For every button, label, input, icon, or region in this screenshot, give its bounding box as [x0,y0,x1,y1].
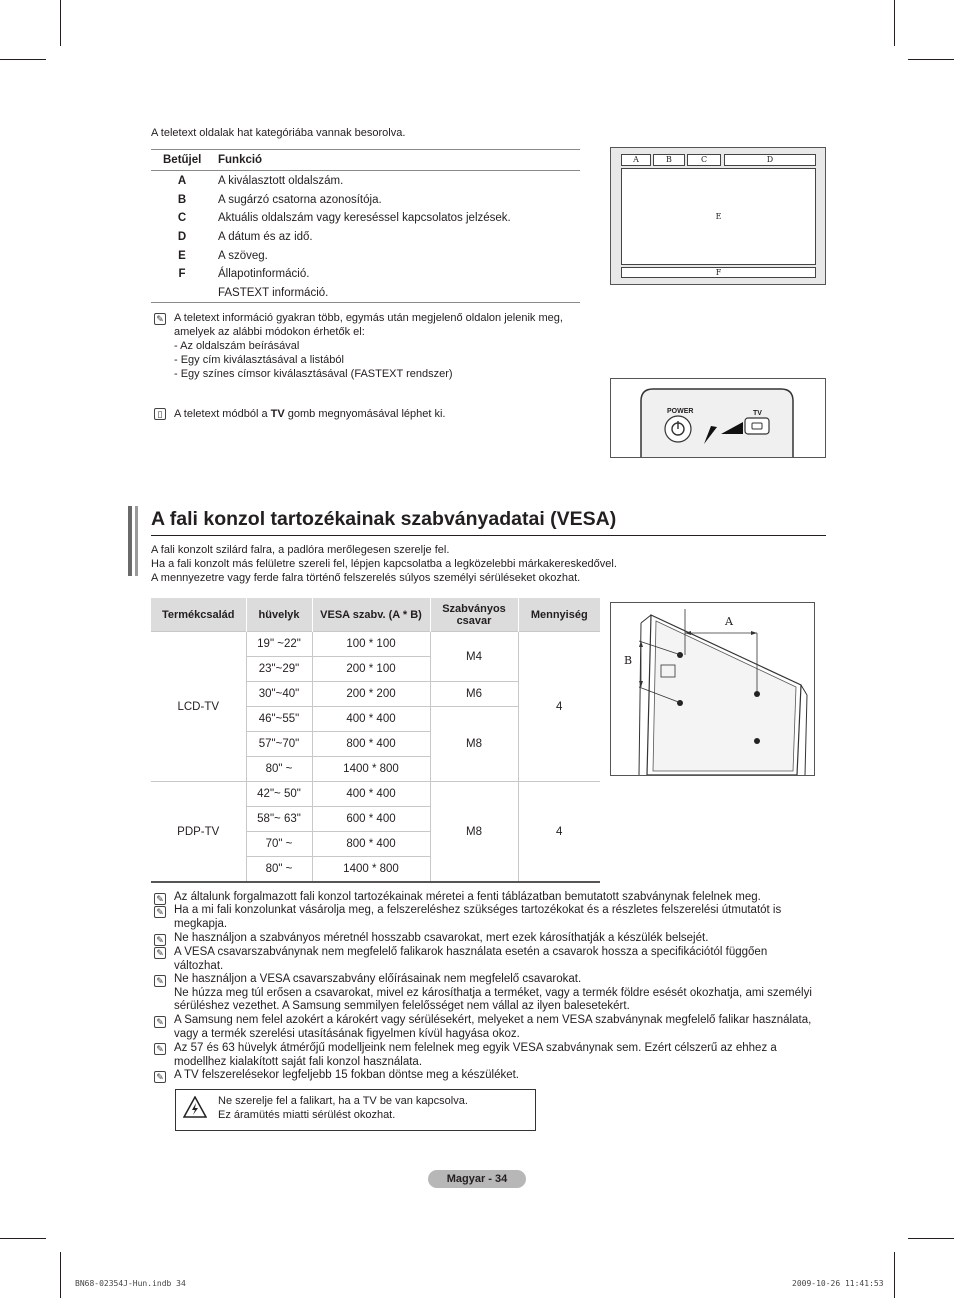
section-bar [135,506,138,576]
note-icon: ✎ [154,893,166,905]
intro-line: Ha a fali konzolt más felületre szereli fel, lépjen kapcsolatba a legközelebbi márkakereskedővel. [151,558,617,570]
note-icon: ✎ [154,975,166,987]
intro-line: A mennyezetre vagy ferde falra történő felszerelés súlyos személyi sérüléseket okozhat. [151,572,581,584]
header-screw: Szabványos csavar [430,598,518,632]
table-row [151,782,600,807]
note-line: modellhez kialakított saját fali konzol használata. [174,1055,423,1068]
table-row [151,632,600,657]
warning-line: Ne szerelje fel a falikart, ha a TV be van kapcsolva. [218,1095,468,1107]
inch-cell: 23"~29" [246,657,312,682]
field-e: E [621,168,816,265]
note-list-item: - Egy cím kiválasztásával a listából [174,354,344,366]
crop-mark [60,0,61,46]
table-row [151,172,580,190]
field-c: C [687,154,721,166]
dimension-a-label: A [725,615,733,628]
note-line: A Samsung nem felel azokért a károkért vagy sérülésekért, melyeket a nem VESA szabványnak megfelelő falikar használata, [174,1014,812,1026]
table-row [151,191,580,209]
note-item [174,973,834,1014]
table-row [151,284,580,302]
table-top-rule [151,149,580,150]
note-line: változhat. [174,959,224,972]
note-line: A TV felszerelésekor legfeljebb 15 fokban döntse meg a készüléket. [174,1069,519,1081]
note-line: Az általunk forgalmazott fali konzol tartozékainak méretei a fenti táblázatban bemutatott szabványnak felelnek meg. [174,891,761,903]
table-row [151,247,580,265]
row-letter: F [178,268,186,280]
note-line: amelyek az alábbi módokon érhetők el: [174,326,365,338]
teletext-screen-diagram [610,147,826,285]
print-date: 2009-10-26 11:41:53 [792,1279,884,1288]
power-label: POWER [667,408,694,415]
crop-mark [908,59,954,60]
section-intro [151,543,617,585]
row-letter: E [178,250,186,262]
vesa-cell: 400 * 400 [312,782,430,807]
exit-note-text: A teletext módból a [174,408,271,420]
field-b: B [653,154,685,166]
section-title-rule [151,535,826,536]
header-function: Funkció [218,154,263,166]
note-item [174,1069,834,1083]
dimension-b-label: B [624,654,633,667]
note-icon: ✎ [154,313,166,325]
section-bar [128,506,132,576]
field-d: D [724,154,816,166]
row-desc: Aktuális oldalszám vagy kereséssel kapcsolatos jelzések. [218,212,511,224]
row-letter: B [177,194,187,206]
vesa-cell: 1400 * 800 [312,857,430,883]
remote-diagram [610,378,826,458]
note-line: Ne használjon a szabványos méretnél hosszabb csavarokat, mert ezek károsíthatják a készülék belsejét. [174,932,709,944]
row-desc: A dátum és az idő. [218,231,313,243]
inch-cell: 19" ~22" [246,632,312,657]
crop-mark [60,1252,61,1298]
exit-note [174,407,446,421]
quantity-cell: 4 [518,632,600,782]
crop-mark [908,1238,954,1239]
note-icon: ✎ [154,906,166,918]
note-list-item: - Az oldalszám beírásával [174,340,300,352]
inch-cell: 46"~55" [246,707,312,732]
inch-cell: 70" ~ [246,832,312,857]
vesa-cell: 400 * 400 [312,707,430,732]
header-letter: Betűjel [163,154,202,166]
row-letter: D [177,231,187,243]
exit-note-text: gomb megnyomásával léphet ki. [284,408,446,420]
vesa-table [151,598,600,883]
screw-cell: M4 [430,632,518,682]
note-line: Az 57 és 63 hüvelyk átmérőjű modelljeink nem felelnek meg egyik VESA szabványnak sem. Ezért célszerű az ehhez a [174,1042,777,1054]
note-icon: ✎ [154,934,166,946]
tv-back-illustration [611,603,814,775]
note-icon: ✎ [154,1071,166,1083]
remote-illustration [611,379,825,457]
vesa-cell: 800 * 400 [312,832,430,857]
note-line: Ha a mi fali konzolunkat vásárolja meg, a felszereléshez szükséges tartozékokat és a részletes felszerelési útmutatót is [174,904,782,916]
family-cell: PDP-TV [151,782,246,883]
table-row [151,265,580,283]
note-item [174,1042,834,1069]
row-desc: FASTEXT információ. [218,287,329,299]
crop-mark [0,1238,46,1239]
note-icon: ✎ [154,947,166,959]
warning-text [218,1094,468,1122]
teletext-note [174,311,563,381]
quantity-cell: 4 [518,782,600,883]
warning-icon [183,1096,207,1118]
note-icon: ✎ [154,1016,166,1028]
note-line: sérüléshez vezethet. A Samsung semmilyen felelősséget nem vállal az ilyen balesetekért. [174,1000,630,1013]
tv-button-label: TV [270,408,285,420]
note-line: Ne húzza meg túl erősen a csavarokat, mivel ez károsíthatja a terméket, vagy a termék földre esését okozhatja, ami személyi [174,986,812,999]
note-item [174,946,834,973]
header-inch: hüvelyk [246,598,312,632]
button-note-icon: ▯ [154,408,166,420]
crop-mark [894,0,895,46]
inch-cell: 80" ~ [246,757,312,782]
header-family: Termékcsalád [151,598,246,632]
vesa-cell: 200 * 200 [312,682,430,707]
table-row [151,228,580,246]
vesa-cell: 100 * 100 [312,632,430,657]
section-title: A fali konzol tartozékainak szabványadatai (VESA) [151,508,617,530]
note-item [174,891,834,905]
screw-cell: M6 [430,682,518,707]
teletext-table-header [151,151,580,169]
vesa-cell: 800 * 400 [312,732,430,757]
note-line: vagy a termék szerelési utasításának figyelmen kívül hagyása okoz. [174,1027,520,1040]
note-line: megkapja. [174,917,228,930]
vesa-cell: 600 * 400 [312,807,430,832]
vesa-table-header [151,598,600,632]
note-item [174,932,834,946]
inch-cell: 58"~ 63" [246,807,312,832]
family-cell: LCD-TV [151,632,246,782]
crop-mark [894,1252,895,1298]
field-a: A [621,154,651,166]
row-desc: Állapotinformáció. [218,268,310,280]
note-item [174,1014,834,1041]
vesa-cell: 200 * 100 [312,657,430,682]
note-line: A teletext információ gyakran több, egymás után megjelenő oldalon jelenik meg, [174,312,563,324]
inch-cell: 80" ~ [246,857,312,883]
warning-line: Ez áramütés miatti sérülést okozhat. [218,1109,396,1121]
inch-cell: 30"~40" [246,682,312,707]
teletext-intro: A teletext oldalak hat kategóriába vannak besorolva. [151,127,406,139]
note-line: Ne használjon a VESA csavarszabvány előírásainak nem megfelelő csavarokat. [174,973,582,985]
tv-label: TV [753,410,762,417]
table-header-rule [151,170,580,171]
row-letter: C [177,212,187,224]
table-row [151,209,580,227]
intro-line: A fali konzolt szilárd falra, a padlóra merőlegesen szerelje fel. [151,544,450,556]
note-icon: ✎ [154,1043,166,1055]
vesa-cell: 1400 * 800 [312,757,430,782]
inch-cell: 57"~70" [246,732,312,757]
row-letter: A [177,175,187,187]
crop-mark [0,59,46,60]
header-quantity: Mennyiség [518,598,600,632]
table-bottom-rule [151,302,580,303]
file-info: BN68-02354J-Hun.indb 34 [75,1279,186,1288]
note-item [174,904,834,931]
header-vesa: VESA szabv. (A * B) [312,598,430,632]
page-number-badge: Magyar - 34 [428,1170,526,1188]
row-desc: A sugárzó csatorna azonosítója. [218,194,382,206]
row-desc: A szöveg. [218,250,268,262]
screw-cell: M8 [430,782,518,883]
note-list-item: - Egy színes címsor kiválasztásával (FASTEXT rendszer) [174,368,453,380]
inch-cell: 42"~ 50" [246,782,312,807]
note-line: A VESA csavarszabványnak nem megfelelő falikarok használata esetén a csavarok hossza a specifikációtól függően [174,946,768,958]
screw-cell: M8 [430,707,518,782]
warning-box [175,1089,536,1131]
row-desc: A kiválasztott oldalszám. [218,175,344,187]
field-f: F [621,267,816,278]
tv-mount-diagram [610,602,815,776]
